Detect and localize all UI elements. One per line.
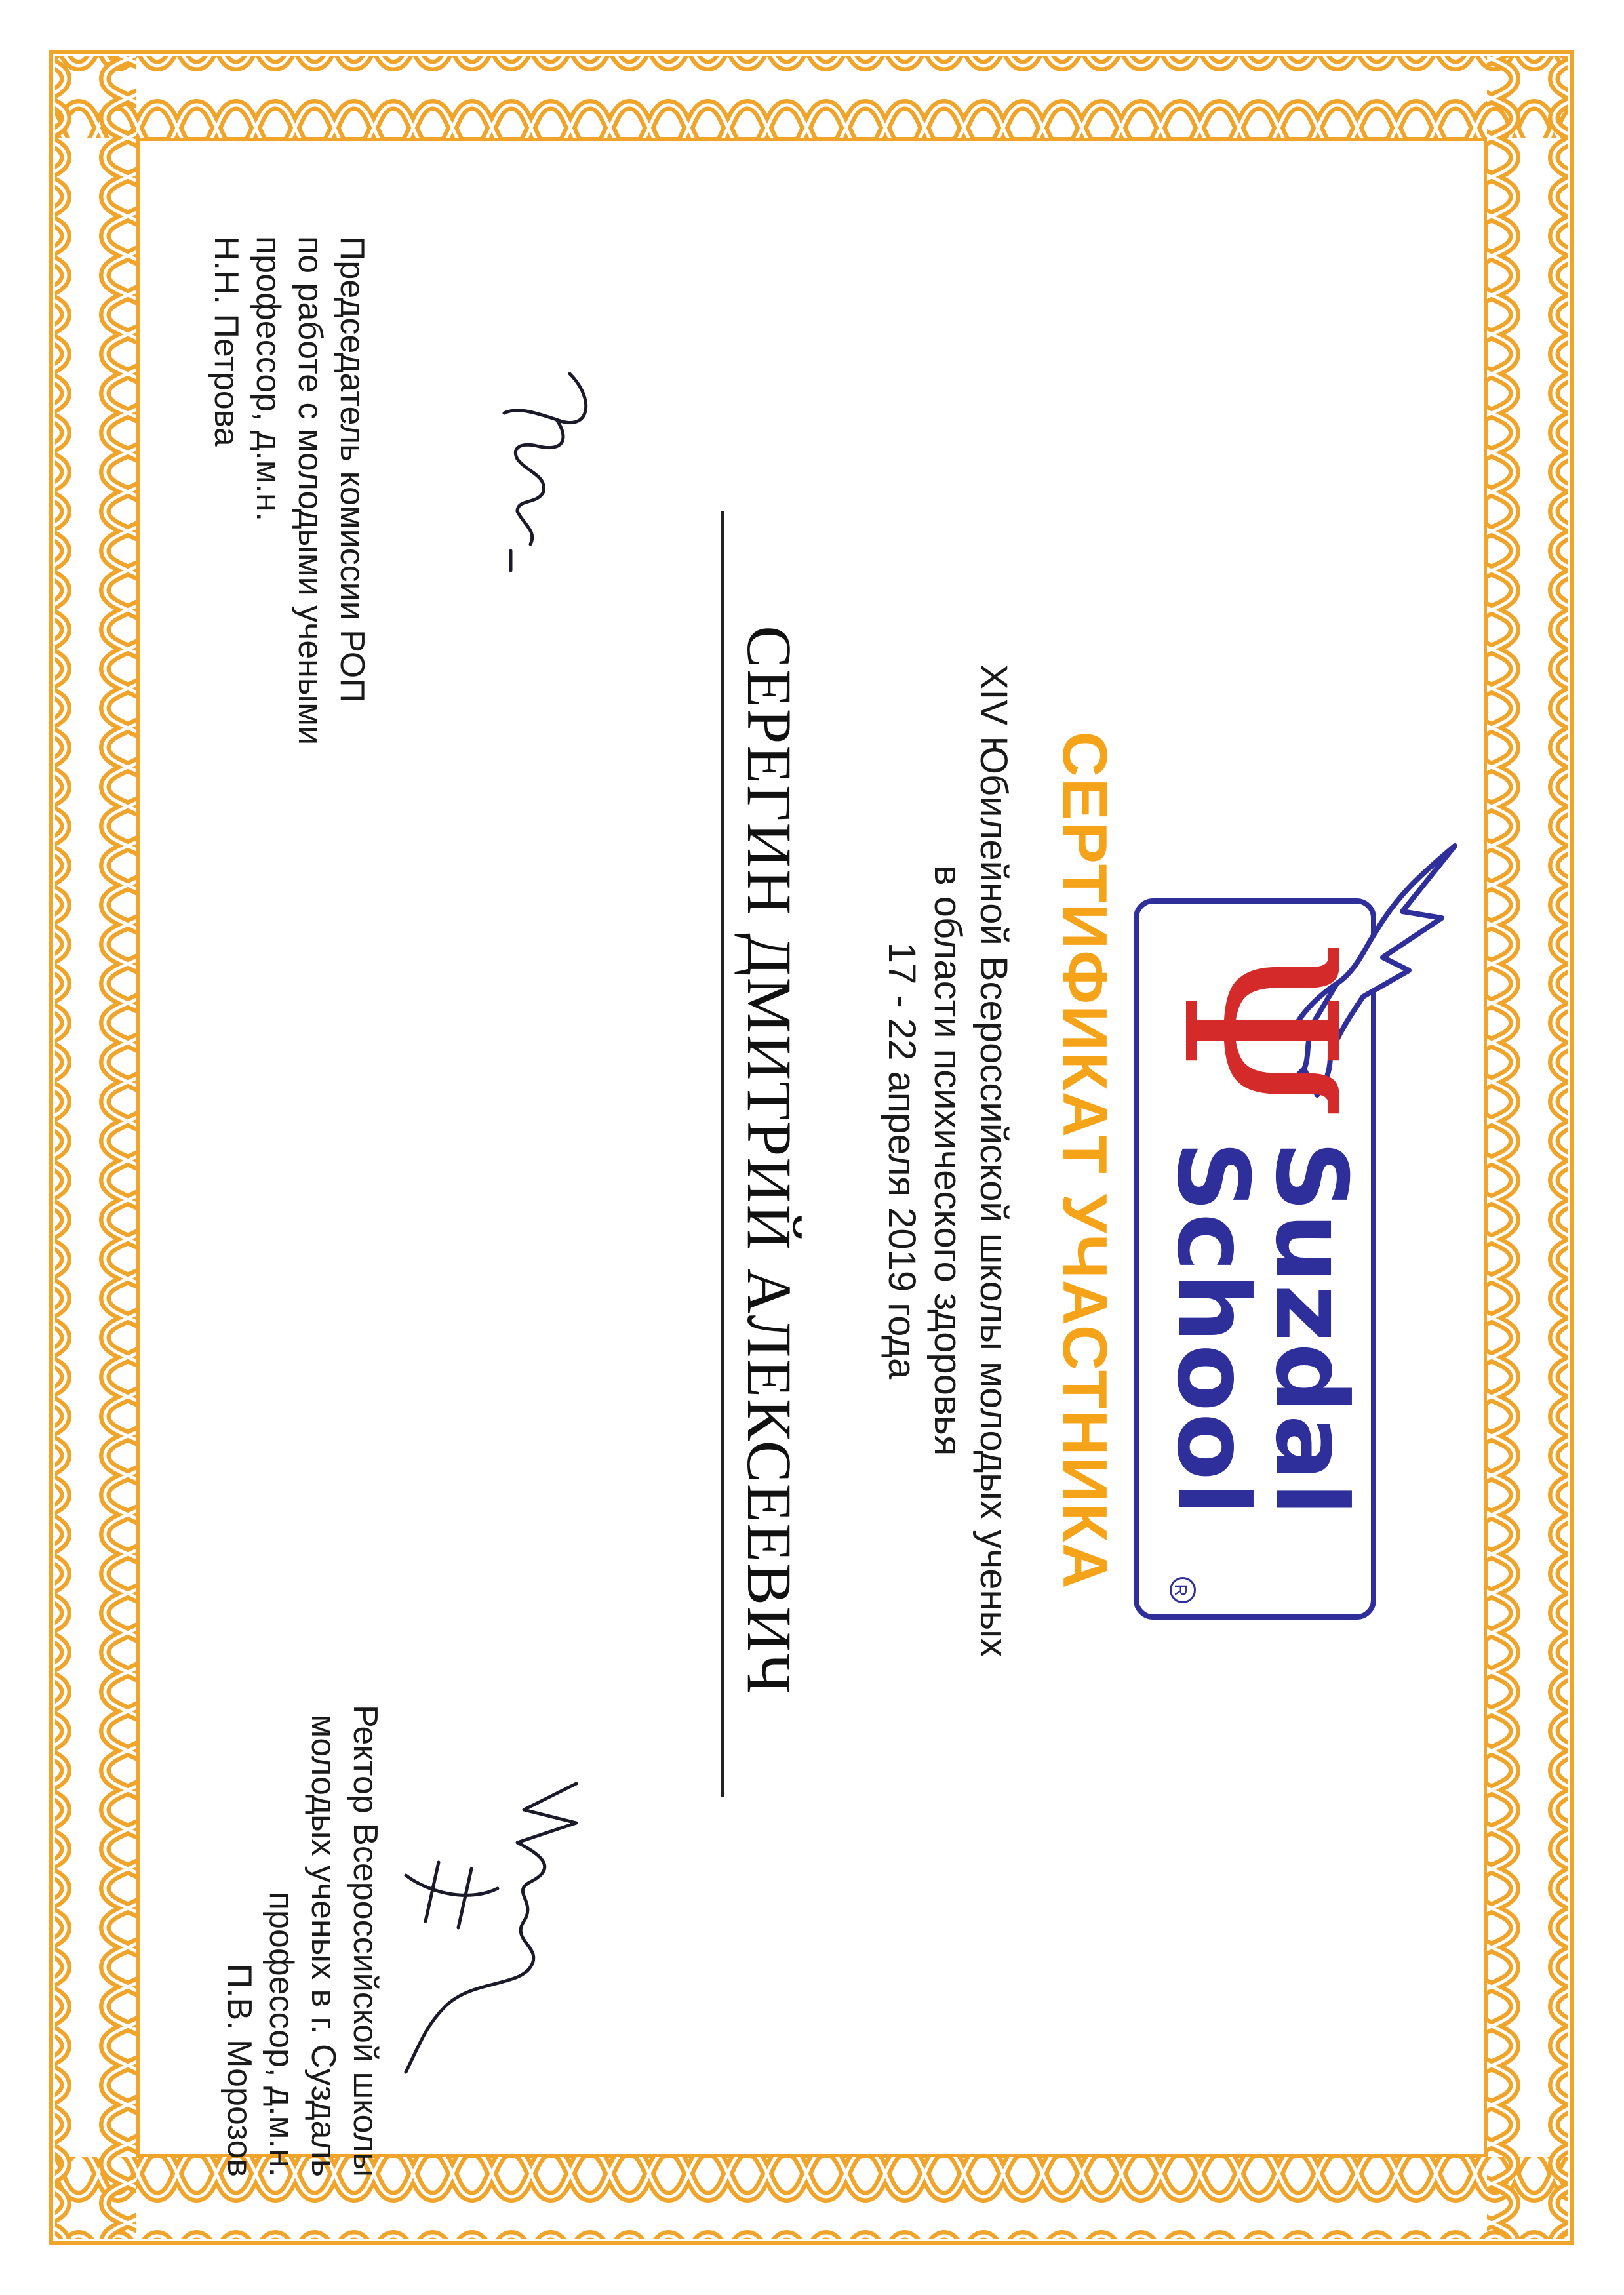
registered-mark: R	[1170, 1577, 1196, 1603]
signature-left	[465, 361, 609, 584]
certificate-content	[111, 144, 1514, 2177]
right-signatory-name: П.В. Морозов	[220, 1963, 258, 2177]
participant-name: СЕРЕГИН ДМИТРИЙ АЛЕКСЕЕВИЧ	[734, 626, 804, 1696]
event-line-2: в области психического здоровья	[926, 865, 969, 1456]
right-signatory-role: молодых ученых в г. Суздаль	[304, 1714, 342, 2177]
left-signatory-title: Председатель комиссии РОП	[332, 236, 371, 703]
event-line-1: XIV Юбилейной Всероссийской школы молодых ученых	[972, 664, 1015, 1658]
left-signatory-role: по работе с молодыми учеными	[290, 236, 329, 746]
logo-text-school: School	[1155, 1141, 1269, 1517]
left-signatory-degree: профессор, д.м.н.	[248, 236, 287, 522]
psi-symbol: Ψ	[1136, 938, 1380, 1122]
certificate-title: СЕРТИФИКАТ УЧАСТНИКА	[1049, 731, 1120, 1590]
event-dates: 17 - 22 апреля 2019 года	[880, 942, 923, 1380]
signature-right	[386, 1770, 603, 2085]
right-signatory-degree: профессор, д.м.н.	[262, 1891, 300, 2177]
left-signatory-block	[205, 236, 373, 957]
name-underline	[721, 511, 724, 1797]
left-signatory-name: Н.Н. Петрова	[207, 236, 245, 447]
right-signatory-block	[218, 1652, 386, 2177]
suzdal-school-logo	[1136, 898, 1455, 1620]
right-signatory-title: Ректор Всероссийской школы	[346, 1704, 384, 2177]
logo-text-suzdal: Suzdal	[1253, 1141, 1368, 1518]
